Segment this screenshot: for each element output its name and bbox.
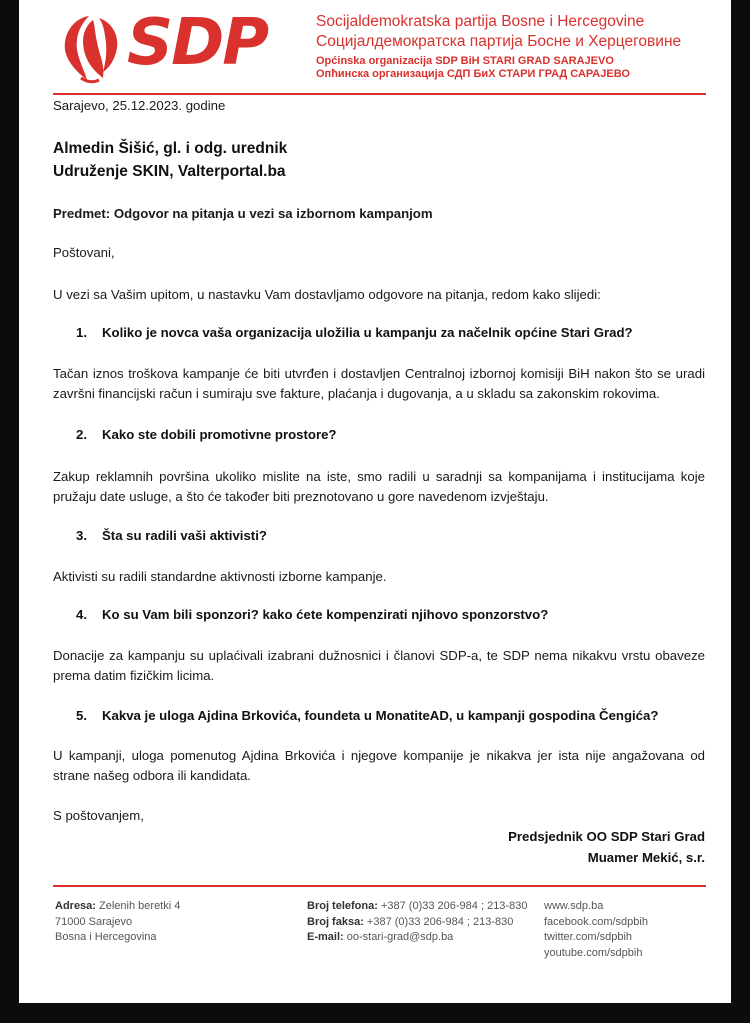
answer-1: Tačan iznos troškova kampanje će biti utvrđen i dostavljen Centralnoj izbornoj komisiji BiH nakon što se uradi završni financijski račun i sumiraju sve fakture, plaćanja i dugovanja, a u skladu sa zakonskim rokovima. <box>53 366 705 401</box>
footer-email-link[interactable]: oo-stari-grad@sdp.ba <box>346 931 454 943</box>
recipient-org: Udruženje SKIN, Valterportal.ba <box>53 163 286 180</box>
question-1: 1. Koliko je novca vaša organizacija uložilia u kampanju za načelnik općine Stari Grad? <box>76 325 633 340</box>
letter-page <box>19 0 731 1003</box>
question-2: 2. Kako ste dobili promotivne prostore? <box>76 427 337 442</box>
question-4: 4. Ko su Vam bili sponzori? kako ćete kompenzirati njihovo sponzorstvo? <box>76 607 549 622</box>
footer-link-twitter[interactable]: twitter.com/sdpbih <box>544 931 633 943</box>
header-divider <box>53 93 706 95</box>
answer-2: Zakup reklamnih površina ukoliko mislite na iste, smo radili u saradnji sa kompanijama i institucijama koje pružaju date usluge, a što će također biti preznotovano u gore navedenom izvještaju. <box>53 469 705 504</box>
answer-3: Aktivisti su radili standardne aktivnosti izborne kampanje. <box>53 569 387 584</box>
greeting: Poštovani, <box>53 245 115 260</box>
party-name-latin: Socijaldemokratska partija Bosne i Hercegovine <box>316 13 645 30</box>
footer-links <box>544 899 648 961</box>
footer-contacts: Broj telefona: +387 (0)33 206-984 ; 213-830 Broj faksa: +387 (0)33 206-984 ; 213-830 E-mail: oo-stari-grad@sdp.ba <box>307 900 528 943</box>
org-name-cyrillic: Опћинска организација СДП БиХ СТАРИ ГРАД САРАЈЕВО <box>316 68 630 80</box>
brand-wordmark: SDP <box>127 6 268 80</box>
letter-date: Sarajevo, 25.12.2023. godine <box>53 98 226 113</box>
answer-5: U kampanji, uloga pomenutog Ajdina Brkovića i njegove kompanije je nikakva jer ista nije angažovana od strane našeg odbora ili kandidata. <box>53 748 705 783</box>
answer-4: Donacije za kampanju su uplaćivali izabrani dužnosnici i članovi SDP-a, te SDP nema nikakvu vrstu obaveze prema datim fizičkim licima. <box>53 648 705 683</box>
footer-link-youtube[interactable]: youtube.com/sdpbih <box>544 946 643 959</box>
letter-subject: Predmet: Odgovor na pitanja u vezi sa izbornom kampanjom <box>53 206 433 221</box>
footer-link-website[interactable]: www.sdp.ba <box>544 900 604 912</box>
footer-link-facebook[interactable]: facebook.com/sdpbih <box>544 915 648 928</box>
question-5: 5. Kakva je uloga Ajdina Brkovića, foundeta u MonatiteAD, u kampanji gospodina Čengića? <box>76 708 659 723</box>
footer-address: Adresa: Zelenih beretki 4 71000 Sarajevo Bosna i Hercegovina <box>55 900 181 943</box>
party-name-cyrillic: Социјалдемократска партија Босне и Херцеговине <box>316 33 682 50</box>
signature-title: Predsjednik OO SDP Stari Grad <box>508 829 705 844</box>
closing: S poštovanjem, <box>53 808 144 823</box>
footer-divider <box>53 885 706 887</box>
signature-name: Muamer Mekić, s.r. <box>587 850 705 865</box>
intro-paragraph: U vezi sa Vašim upitom, u nastavku Vam dostavljamo odgovore na pitanja, redom kako slijedi: <box>53 287 601 302</box>
rose-logo-icon <box>59 10 123 84</box>
recipient-name: Almedin Šišić, gl. i odg. urednik <box>53 140 288 157</box>
question-3: 3. Šta su radili vaši aktivisti? <box>76 528 267 543</box>
org-name-latin: Općinska organizacija SDP BiH STARI GRAD SARAJEVO <box>316 55 614 67</box>
